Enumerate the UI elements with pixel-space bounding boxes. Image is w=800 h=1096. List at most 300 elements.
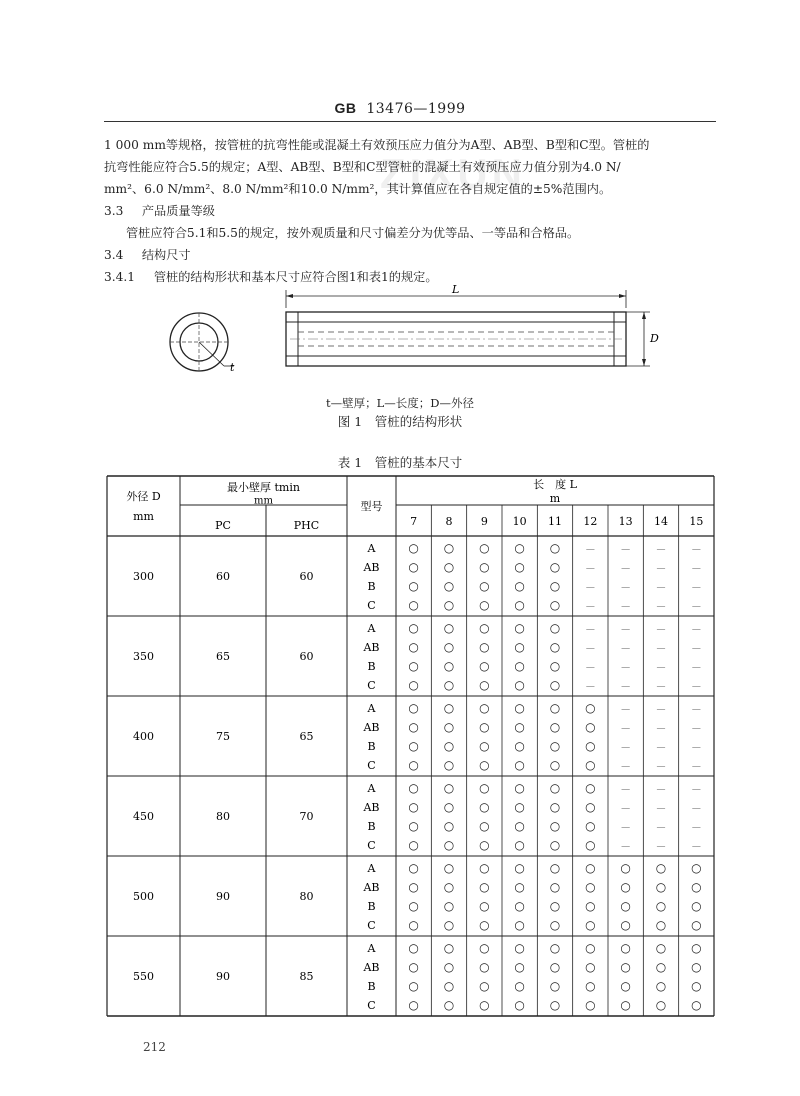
cell-available-mark: ○ xyxy=(443,701,455,715)
header-length-value: 14 xyxy=(654,515,668,528)
paragraph-line: 抗弯性能应符合5.5的规定；A型、AB型、B型和C型管桩的混凝土有效预压应力值分别为4.0 N/ xyxy=(104,160,621,174)
cell-type: A xyxy=(367,702,376,715)
cell-unavailable-mark: — xyxy=(621,625,631,635)
cell-unavailable-mark: — xyxy=(691,564,701,574)
cell-available-mark: ○ xyxy=(408,861,419,875)
cell-available-mark: ○ xyxy=(479,998,490,1012)
cell-available-mark: ○ xyxy=(620,899,631,913)
cell-available-mark: ○ xyxy=(585,781,596,795)
cell-available-mark: ○ xyxy=(585,960,596,974)
cell-available-mark: ○ xyxy=(691,941,702,955)
watermark: ZIXUN xyxy=(380,150,526,197)
page-header xyxy=(0,100,800,117)
cell-available-mark: ○ xyxy=(408,701,419,715)
cell-type: A xyxy=(367,942,376,955)
cell-unavailable-mark: — xyxy=(621,602,631,612)
cell-type: B xyxy=(367,580,376,593)
cell-unavailable-mark: — xyxy=(691,743,701,753)
cell-available-mark: ○ xyxy=(549,598,561,612)
cell-available-mark: ○ xyxy=(479,678,490,692)
cell-phc-wall: 60 xyxy=(299,570,314,583)
cell-available-mark: ○ xyxy=(549,560,561,574)
cell-unavailable-mark: — xyxy=(691,785,701,795)
cell-available-mark: ○ xyxy=(549,941,561,955)
cell-unavailable-mark: — xyxy=(585,625,595,635)
cell-available-mark: ○ xyxy=(585,720,596,734)
cell-available-mark: ○ xyxy=(479,579,490,593)
cell-pc-wall: 75 xyxy=(216,730,230,743)
cell-unavailable-mark: — xyxy=(621,785,631,795)
label-t: t xyxy=(230,361,235,374)
page-number: 212 xyxy=(143,1040,166,1054)
cell-available-mark: ○ xyxy=(514,560,525,574)
cell-available-mark: ○ xyxy=(620,941,631,955)
longitudinal-view-drawing xyxy=(286,283,659,366)
cell-available-mark: ○ xyxy=(408,918,419,932)
cell-available-mark: ○ xyxy=(620,960,631,974)
header-min-wall-unit: mm xyxy=(254,495,273,507)
figure-legend: t—壁厚；L—长度；D—外径 xyxy=(326,396,474,410)
cell-available-mark: ○ xyxy=(620,918,631,932)
cell-available-mark: ○ xyxy=(443,579,455,593)
cell-available-mark: ○ xyxy=(514,720,525,734)
table-basic-dimensions xyxy=(100,474,720,1022)
cell-type: C xyxy=(367,759,376,772)
cell-pc-wall: 65 xyxy=(216,650,230,663)
cell-available-mark: ○ xyxy=(514,640,525,654)
cell-unavailable-mark: — xyxy=(656,743,666,753)
cell-available-mark: ○ xyxy=(479,659,490,673)
cell-unavailable-mark: — xyxy=(656,823,666,833)
cell-available-mark: ○ xyxy=(479,720,490,734)
cell-available-mark: ○ xyxy=(443,781,455,795)
cell-type: C xyxy=(367,599,376,612)
cell-available-mark: ○ xyxy=(408,941,419,955)
cell-pc-wall: 80 xyxy=(216,810,230,823)
cell-pc-wall: 90 xyxy=(216,970,230,983)
cell-available-mark: ○ xyxy=(585,979,596,993)
cell-type: AB xyxy=(363,721,380,734)
cell-available-mark: ○ xyxy=(549,701,561,715)
cell-available-mark: ○ xyxy=(655,941,667,955)
cell-available-mark: ○ xyxy=(549,621,561,635)
cell-available-mark: ○ xyxy=(514,918,525,932)
cell-available-mark: ○ xyxy=(479,838,490,852)
cell-available-mark: ○ xyxy=(691,998,702,1012)
header-length-value: 7 xyxy=(410,515,418,528)
cell-unavailable-mark: — xyxy=(656,625,666,635)
cell-outer-diameter: 300 xyxy=(133,570,154,583)
standard-code: GB xyxy=(334,100,357,116)
cell-unavailable-mark: — xyxy=(691,823,701,833)
cell-unavailable-mark: — xyxy=(656,785,666,795)
header-length-value: 10 xyxy=(512,515,527,528)
cell-available-mark: ○ xyxy=(514,880,525,894)
cell-available-mark: ○ xyxy=(514,941,525,955)
cell-available-mark: ○ xyxy=(479,861,490,875)
cell-available-mark: ○ xyxy=(549,960,561,974)
cell-available-mark: ○ xyxy=(514,739,525,753)
cell-type: AB xyxy=(363,801,380,814)
cell-available-mark: ○ xyxy=(443,640,455,654)
cell-unavailable-mark: — xyxy=(621,682,631,692)
cell-available-mark: ○ xyxy=(479,781,490,795)
cell-available-mark: ○ xyxy=(408,838,419,852)
cell-available-mark: ○ xyxy=(408,739,419,753)
cell-unavailable-mark: — xyxy=(691,842,701,852)
cell-available-mark: ○ xyxy=(549,659,561,673)
cell-available-mark: ○ xyxy=(514,800,525,814)
cell-outer-diameter: 450 xyxy=(133,810,154,823)
cell-available-mark: ○ xyxy=(549,640,561,654)
cell-available-mark: ○ xyxy=(514,701,525,715)
cell-phc-wall: 85 xyxy=(299,970,314,983)
header-rule xyxy=(104,121,716,122)
cell-available-mark: ○ xyxy=(549,579,561,593)
cell-available-mark: ○ xyxy=(691,960,702,974)
cell-available-mark: ○ xyxy=(514,598,525,612)
label-D: D xyxy=(650,332,659,345)
cell-unavailable-mark: — xyxy=(656,705,666,715)
cell-available-mark: ○ xyxy=(549,838,561,852)
cell-unavailable-mark: — xyxy=(621,644,631,654)
cell-type: B xyxy=(367,980,376,993)
cell-available-mark: ○ xyxy=(585,838,596,852)
cell-unavailable-mark: — xyxy=(621,705,631,715)
cell-unavailable-mark: — xyxy=(691,625,701,635)
standard-number: 13476—1999 xyxy=(366,101,466,117)
header-length-value: 13 xyxy=(618,515,633,528)
cell-available-mark: ○ xyxy=(408,541,419,555)
header-phc: PHC xyxy=(293,519,320,532)
cell-unavailable-mark: — xyxy=(585,663,595,673)
cell-unavailable-mark: — xyxy=(691,762,701,772)
cell-available-mark: ○ xyxy=(479,541,490,555)
cell-phc-wall: 65 xyxy=(299,730,314,743)
cell-available-mark: ○ xyxy=(443,598,455,612)
cell-unavailable-mark: — xyxy=(691,545,701,555)
clause-number: 3.4.1 xyxy=(104,270,136,284)
cell-unavailable-mark: — xyxy=(691,724,701,734)
cell-available-mark: ○ xyxy=(549,979,561,993)
cell-available-mark: ○ xyxy=(408,880,419,894)
table-caption: 表 1 管桩的基本尺寸 xyxy=(337,455,463,470)
cross-section-drawing xyxy=(170,313,235,374)
cell-available-mark: ○ xyxy=(443,659,455,673)
cell-type: B xyxy=(367,660,376,673)
cell-unavailable-mark: — xyxy=(656,583,666,593)
cell-available-mark: ○ xyxy=(514,621,525,635)
cell-available-mark: ○ xyxy=(479,880,490,894)
cell-available-mark: ○ xyxy=(549,739,561,753)
cell-available-mark: ○ xyxy=(408,758,419,772)
cell-phc-wall: 60 xyxy=(299,650,314,663)
cell-outer-diameter: 350 xyxy=(133,650,154,663)
cell-available-mark: ○ xyxy=(514,541,525,555)
cell-unavailable-mark: — xyxy=(656,804,666,814)
cell-available-mark: ○ xyxy=(479,941,490,955)
cell-available-mark: ○ xyxy=(549,541,561,555)
cell-available-mark: ○ xyxy=(655,861,667,875)
cell-outer-diameter: 550 xyxy=(133,970,154,983)
cell-available-mark: ○ xyxy=(655,960,667,974)
cell-available-mark: ○ xyxy=(408,899,419,913)
cell-available-mark: ○ xyxy=(585,998,596,1012)
paragraph-quality-grade: 管桩应符合5.1和5.5的规定，按外观质量和尺寸偏差分为优等品、一等品和合格品。 xyxy=(126,226,580,240)
cell-available-mark: ○ xyxy=(479,640,490,654)
cell-available-mark: ○ xyxy=(514,899,525,913)
cell-available-mark: ○ xyxy=(443,979,455,993)
cell-available-mark: ○ xyxy=(479,899,490,913)
cell-available-mark: ○ xyxy=(514,659,525,673)
cell-available-mark: ○ xyxy=(585,739,596,753)
cell-available-mark: ○ xyxy=(479,701,490,715)
cell-available-mark: ○ xyxy=(514,998,525,1012)
cell-available-mark: ○ xyxy=(443,838,455,852)
cell-available-mark: ○ xyxy=(549,819,561,833)
cell-available-mark: ○ xyxy=(443,941,455,955)
cell-available-mark: ○ xyxy=(479,598,490,612)
cell-available-mark: ○ xyxy=(479,758,490,772)
cell-unavailable-mark: — xyxy=(621,583,631,593)
cell-available-mark: ○ xyxy=(443,560,455,574)
cell-unavailable-mark: — xyxy=(691,682,701,692)
header-length: 长 度 L xyxy=(533,478,577,491)
cell-unavailable-mark: — xyxy=(621,823,631,833)
cell-available-mark: ○ xyxy=(479,621,490,635)
cell-available-mark: ○ xyxy=(585,899,596,913)
cell-type: AB xyxy=(363,561,380,574)
cell-available-mark: ○ xyxy=(479,979,490,993)
cell-unavailable-mark: — xyxy=(585,682,595,692)
cell-available-mark: ○ xyxy=(585,800,596,814)
cell-available-mark: ○ xyxy=(443,739,455,753)
cell-available-mark: ○ xyxy=(443,621,455,635)
cell-type: AB xyxy=(363,961,380,974)
cell-available-mark: ○ xyxy=(443,899,455,913)
cell-unavailable-mark: — xyxy=(621,842,631,852)
section-heading-3-4 xyxy=(104,244,191,266)
cell-available-mark: ○ xyxy=(549,918,561,932)
section-title: 产品质量等级 xyxy=(141,204,215,218)
header-type: 型号 xyxy=(360,500,383,513)
cell-available-mark: ○ xyxy=(549,678,561,692)
cell-available-mark: ○ xyxy=(514,579,525,593)
cell-available-mark: ○ xyxy=(549,899,561,913)
cell-unavailable-mark: — xyxy=(656,545,666,555)
cell-outer-diameter: 400 xyxy=(133,730,154,743)
cell-available-mark: ○ xyxy=(443,880,455,894)
cell-unavailable-mark: — xyxy=(585,564,595,574)
cell-type: C xyxy=(367,839,376,852)
cell-unavailable-mark: — xyxy=(621,804,631,814)
cell-type: A xyxy=(367,862,376,875)
cell-available-mark: ○ xyxy=(408,579,419,593)
cell-available-mark: ○ xyxy=(514,861,525,875)
cell-available-mark: ○ xyxy=(443,541,455,555)
clause-text: 管桩的结构形状和基本尺寸应符合图1和表1的规定。 xyxy=(153,270,438,284)
paragraph-line: 1 000 mm等规格，按管桩的抗弯性能或混凝土有效预压应力值分为A型、AB型、B型和C型。管桩的 xyxy=(104,138,650,152)
section-title: 结构尺寸 xyxy=(141,248,191,262)
cell-available-mark: ○ xyxy=(655,899,667,913)
header-pc: PC xyxy=(215,519,231,532)
cell-available-mark: ○ xyxy=(443,758,455,772)
header-length-value: 8 xyxy=(445,515,453,528)
cell-available-mark: ○ xyxy=(408,800,419,814)
cell-available-mark: ○ xyxy=(514,960,525,974)
cell-available-mark: ○ xyxy=(479,560,490,574)
cell-available-mark: ○ xyxy=(655,979,667,993)
cell-unavailable-mark: — xyxy=(621,743,631,753)
paragraph-line: mm²、6.0 N/mm²、8.0 N/mm²和10.0 N/mm²，其计算值应在各自规定值的±5%范围内。 xyxy=(104,182,612,196)
cell-available-mark: ○ xyxy=(514,819,525,833)
cell-available-mark: ○ xyxy=(549,861,561,875)
figure-caption: 图 1 管桩的结构形状 xyxy=(337,414,463,429)
cell-available-mark: ○ xyxy=(655,880,667,894)
cell-available-mark: ○ xyxy=(549,998,561,1012)
header-length-value: 15 xyxy=(689,515,704,528)
cell-available-mark: ○ xyxy=(408,659,419,673)
figure-pile-structure xyxy=(150,282,670,390)
cell-available-mark: ○ xyxy=(549,800,561,814)
cell-available-mark: ○ xyxy=(479,960,490,974)
cell-available-mark: ○ xyxy=(620,998,631,1012)
cell-unavailable-mark: — xyxy=(656,682,666,692)
cell-unavailable-mark: — xyxy=(585,644,595,654)
cell-available-mark: ○ xyxy=(691,979,702,993)
label-L: L xyxy=(452,283,460,296)
cell-available-mark: ○ xyxy=(408,998,419,1012)
header-length-value: 12 xyxy=(583,515,598,528)
cell-unavailable-mark: — xyxy=(691,663,701,673)
cell-type: B xyxy=(367,900,376,913)
cell-available-mark: ○ xyxy=(443,678,455,692)
cell-type: B xyxy=(367,820,376,833)
cell-available-mark: ○ xyxy=(549,720,561,734)
cell-available-mark: ○ xyxy=(585,758,596,772)
cell-unavailable-mark: — xyxy=(585,583,595,593)
cell-unavailable-mark: — xyxy=(621,762,631,772)
cell-available-mark: ○ xyxy=(443,720,455,734)
cell-unavailable-mark: — xyxy=(656,842,666,852)
cell-available-mark: ○ xyxy=(408,781,419,795)
cell-unavailable-mark: — xyxy=(585,602,595,612)
cell-available-mark: ○ xyxy=(691,861,702,875)
cell-outer-diameter: 500 xyxy=(133,890,154,903)
cell-available-mark: ○ xyxy=(585,941,596,955)
cell-available-mark: ○ xyxy=(408,819,419,833)
cell-available-mark: ○ xyxy=(514,758,525,772)
cell-available-mark: ○ xyxy=(479,918,490,932)
cell-unavailable-mark: — xyxy=(656,644,666,654)
cell-available-mark: ○ xyxy=(443,998,455,1012)
header-length-unit: m xyxy=(549,492,561,505)
header-length-value: 11 xyxy=(548,515,562,528)
cell-available-mark: ○ xyxy=(620,880,631,894)
cell-unavailable-mark: — xyxy=(585,545,595,555)
section-number: 3.4 xyxy=(104,248,124,262)
cell-available-mark: ○ xyxy=(514,838,525,852)
cell-unavailable-mark: — xyxy=(621,724,631,734)
cell-type: AB xyxy=(363,641,380,654)
section-heading-3-3 xyxy=(104,200,215,222)
cell-type: C xyxy=(367,679,376,692)
header-outer-diameter: 外径 D xyxy=(126,490,161,503)
cell-available-mark: ○ xyxy=(479,800,490,814)
cell-available-mark: ○ xyxy=(585,701,596,715)
cell-available-mark: ○ xyxy=(408,621,419,635)
header-min-wall: 最小壁厚 tmin xyxy=(227,481,300,494)
cell-available-mark: ○ xyxy=(443,918,455,932)
cell-type: A xyxy=(367,622,376,635)
cell-unavailable-mark: — xyxy=(656,602,666,612)
cell-unavailable-mark: — xyxy=(691,602,701,612)
cell-available-mark: ○ xyxy=(514,979,525,993)
cell-available-mark: ○ xyxy=(585,819,596,833)
cell-type: A xyxy=(367,782,376,795)
cell-available-mark: ○ xyxy=(620,861,631,875)
cell-available-mark: ○ xyxy=(443,819,455,833)
cell-pc-wall: 90 xyxy=(216,890,230,903)
cell-available-mark: ○ xyxy=(408,560,419,574)
section-number: 3.3 xyxy=(104,204,124,218)
cell-available-mark: ○ xyxy=(514,678,525,692)
cell-available-mark: ○ xyxy=(408,960,419,974)
cell-unavailable-mark: — xyxy=(691,583,701,593)
cell-phc-wall: 80 xyxy=(299,890,314,903)
cell-available-mark: ○ xyxy=(479,739,490,753)
cell-pc-wall: 60 xyxy=(216,570,230,583)
cell-type: B xyxy=(367,740,376,753)
header-outer-unit: mm xyxy=(133,510,154,523)
cell-available-mark: ○ xyxy=(655,918,667,932)
cell-available-mark: ○ xyxy=(408,598,419,612)
cell-available-mark: ○ xyxy=(620,979,631,993)
cell-unavailable-mark: — xyxy=(691,644,701,654)
cell-available-mark: ○ xyxy=(443,861,455,875)
cell-available-mark: ○ xyxy=(479,819,490,833)
cell-unavailable-mark: — xyxy=(656,564,666,574)
cell-type: C xyxy=(367,919,376,932)
cell-available-mark: ○ xyxy=(691,899,702,913)
cell-unavailable-mark: — xyxy=(656,762,666,772)
paragraph-classification xyxy=(104,134,718,200)
cell-available-mark: ○ xyxy=(691,918,702,932)
cell-type: AB xyxy=(363,881,380,894)
cell-unavailable-mark: — xyxy=(691,804,701,814)
cell-unavailable-mark: — xyxy=(656,724,666,734)
cell-available-mark: ○ xyxy=(443,960,455,974)
cell-phc-wall: 70 xyxy=(299,810,314,823)
cell-available-mark: ○ xyxy=(408,678,419,692)
cell-available-mark: ○ xyxy=(514,781,525,795)
cell-available-mark: ○ xyxy=(585,861,596,875)
cell-available-mark: ○ xyxy=(691,880,702,894)
cell-type: C xyxy=(367,999,376,1012)
cell-unavailable-mark: — xyxy=(621,564,631,574)
cell-unavailable-mark: — xyxy=(621,663,631,673)
cell-available-mark: ○ xyxy=(655,998,667,1012)
cell-unavailable-mark: — xyxy=(621,545,631,555)
cell-available-mark: ○ xyxy=(443,800,455,814)
cell-available-mark: ○ xyxy=(585,918,596,932)
cell-type: A xyxy=(367,542,376,555)
cell-available-mark: ○ xyxy=(549,880,561,894)
cell-unavailable-mark: — xyxy=(656,663,666,673)
cell-available-mark: ○ xyxy=(585,880,596,894)
header-length-value: 9 xyxy=(480,515,488,528)
cell-available-mark: ○ xyxy=(408,720,419,734)
